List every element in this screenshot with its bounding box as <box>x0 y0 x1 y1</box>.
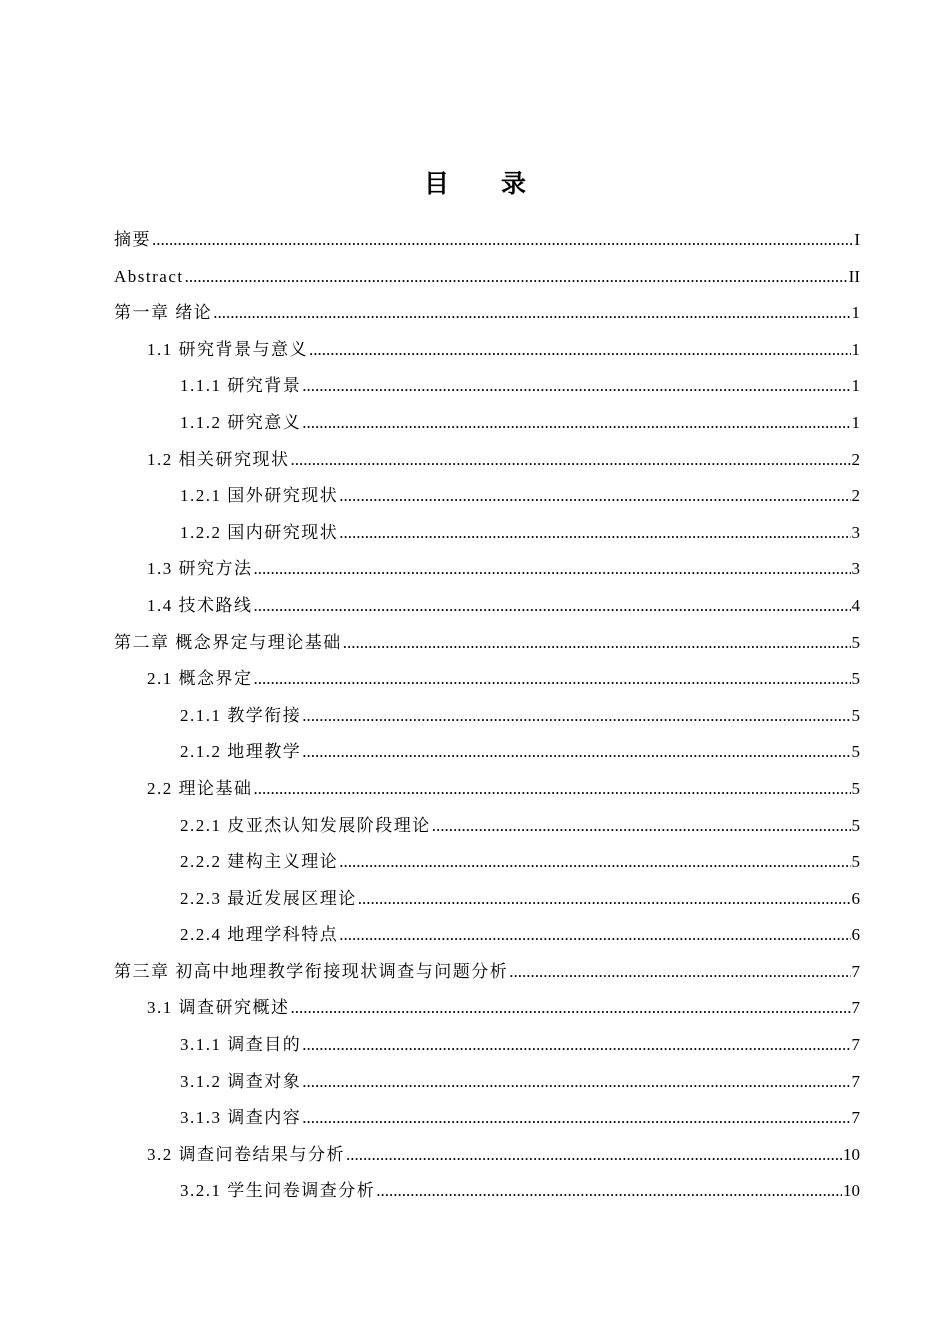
dot-leader <box>302 1067 850 1097</box>
toc-entry-page: II <box>848 266 860 286</box>
toc-entry-label: 2.1.2 地理教学 <box>180 742 302 762</box>
toc-entry-label: 2.2.1 皮亚杰认知发展阶段理论 <box>180 815 431 835</box>
toc-entry-page: 5 <box>851 742 860 762</box>
dot-leader <box>302 371 850 401</box>
dot-leader <box>302 701 850 731</box>
toc-entry-label: 第一章 绪论 <box>114 303 213 323</box>
toc-entry-label: 2.2.4 地理学科特点 <box>180 925 339 945</box>
toc-entry[interactable] <box>114 884 860 921</box>
toc-entry-page: 7 <box>851 961 860 981</box>
dot-leader <box>339 920 850 950</box>
toc-entry-page: 3 <box>851 522 860 542</box>
toc-entry-label: 1.1 研究背景与意义 <box>147 339 308 359</box>
toc-entry-page: 1 <box>851 339 860 359</box>
dot-leader <box>346 1140 842 1170</box>
toc-entry-label: 3.2 调查问卷结果与分析 <box>147 1144 345 1164</box>
toc-entry-label: 2.2.2 建构主义理论 <box>180 852 339 872</box>
toc-entry-label: 第二章 概念界定与理论基础 <box>114 632 342 652</box>
toc-entry-page: I <box>854 230 860 249</box>
toc-entry-label: Abstract <box>114 266 184 286</box>
toc-entry[interactable] <box>114 1030 860 1067</box>
dot-leader <box>291 445 851 475</box>
toc-entry-label: 3.2.1 学生问卷调查分析 <box>180 1181 376 1201</box>
toc-entry-label: 1.3 研究方法 <box>147 559 253 579</box>
toc-entry-label: 2.1.1 教学衔接 <box>180 705 302 725</box>
dot-leader <box>291 993 851 1023</box>
toc-entry-label: 2.2 理论基础 <box>147 778 253 798</box>
toc-entry-label: 1.1.1 研究背景 <box>180 376 302 396</box>
toc-entry[interactable] <box>114 811 860 848</box>
dot-leader <box>339 847 850 877</box>
toc-entry-page: 5 <box>851 778 860 798</box>
dot-leader <box>152 225 853 255</box>
dot-leader <box>309 335 851 365</box>
toc-entry-page: 1 <box>851 303 860 323</box>
dot-leader <box>339 481 850 511</box>
toc-entry[interactable] <box>114 1103 860 1140</box>
toc-entry-label: 3.1 调查研究概述 <box>147 998 290 1018</box>
dot-leader <box>302 408 850 438</box>
toc-entry[interactable] <box>114 957 860 994</box>
toc-entry-label: 第三章 初高中地理教学衔接现状调查与问题分析 <box>114 961 509 981</box>
toc-entry-page: 2 <box>851 486 860 506</box>
toc-entry[interactable] <box>114 481 860 518</box>
toc-entry[interactable] <box>114 774 860 811</box>
toc-entry-page: 10 <box>843 1144 860 1164</box>
toc-entry-page: 7 <box>851 1071 860 1091</box>
dot-leader <box>302 1103 850 1133</box>
dot-leader <box>302 1030 850 1060</box>
toc-entry-page: 1 <box>851 412 860 432</box>
toc-entry[interactable] <box>114 701 860 738</box>
toc-entry[interactable] <box>114 554 860 591</box>
toc-title-char: 录 <box>501 169 527 198</box>
toc-entry[interactable] <box>114 1140 860 1177</box>
toc-entry-page: 7 <box>851 1108 860 1128</box>
dot-leader <box>254 774 851 804</box>
toc-entry-label: 2.1 概念界定 <box>147 669 253 689</box>
dot-leader <box>339 518 850 548</box>
toc-entry[interactable] <box>114 225 860 262</box>
toc-entry[interactable] <box>114 1176 860 1213</box>
toc-entry[interactable] <box>114 628 860 665</box>
toc-entry[interactable] <box>114 518 860 555</box>
toc-entry-label: 1.1.2 研究意义 <box>180 412 302 432</box>
toc-entry-page: 7 <box>851 1035 860 1055</box>
dot-leader <box>185 262 848 292</box>
toc-title <box>0 164 950 200</box>
dot-leader <box>432 811 851 841</box>
dot-leader <box>254 591 851 621</box>
dot-leader <box>302 737 850 767</box>
toc-entry[interactable] <box>114 737 860 774</box>
toc-entry-page: 2 <box>851 449 860 469</box>
toc-entry-page: 4 <box>851 595 860 615</box>
toc-entry[interactable] <box>114 664 860 701</box>
toc-entry[interactable] <box>114 371 860 408</box>
toc-entry-page: 5 <box>851 815 860 835</box>
toc-title-char: 目 <box>423 169 449 198</box>
toc-entry-page: 6 <box>851 925 860 945</box>
dot-leader <box>254 664 851 694</box>
toc-entry[interactable] <box>114 445 860 482</box>
dot-leader <box>376 1176 842 1206</box>
dot-leader <box>343 628 851 658</box>
dot-leader <box>213 298 850 328</box>
toc-entry-page: 5 <box>851 632 860 652</box>
toc-entry[interactable] <box>114 920 860 957</box>
toc-entry[interactable] <box>114 408 860 445</box>
toc-entry-label: 1.4 技术路线 <box>147 595 253 615</box>
toc-entry-page: 3 <box>851 559 860 579</box>
toc-entry-page: 7 <box>851 998 860 1018</box>
toc-entry-label: 3.1.2 调查对象 <box>180 1071 302 1091</box>
toc-entry-page: 5 <box>851 852 860 872</box>
toc-entry[interactable] <box>114 847 860 884</box>
toc-entry-page: 5 <box>851 705 860 725</box>
toc-entry[interactable] <box>114 298 860 335</box>
toc-entry[interactable] <box>114 993 860 1030</box>
toc-entry-label: 3.1.1 调查目的 <box>180 1035 302 1055</box>
toc-entry[interactable] <box>114 591 860 628</box>
toc-entry-page: 1 <box>851 376 860 396</box>
dot-leader <box>509 957 850 987</box>
table-of-contents <box>114 225 860 1213</box>
toc-entry-label: 1.2.2 国内研究现状 <box>180 522 339 542</box>
toc-entry-label: 2.2.3 最近发展区理论 <box>180 888 357 908</box>
toc-entry-page: 10 <box>843 1181 860 1201</box>
toc-entry-label: 摘要 <box>114 230 151 249</box>
toc-entry[interactable] <box>114 1067 860 1104</box>
toc-entry-page: 5 <box>851 669 860 689</box>
dot-leader <box>358 884 851 914</box>
toc-entry[interactable] <box>114 262 860 299</box>
toc-entry-label: 1.2 相关研究现状 <box>147 449 290 469</box>
toc-entry-label: 3.1.3 调查内容 <box>180 1108 302 1128</box>
toc-entry[interactable] <box>114 335 860 372</box>
toc-entry-label: 1.2.1 国外研究现状 <box>180 486 339 506</box>
toc-entry-page: 6 <box>851 888 860 908</box>
dot-leader <box>254 554 851 584</box>
